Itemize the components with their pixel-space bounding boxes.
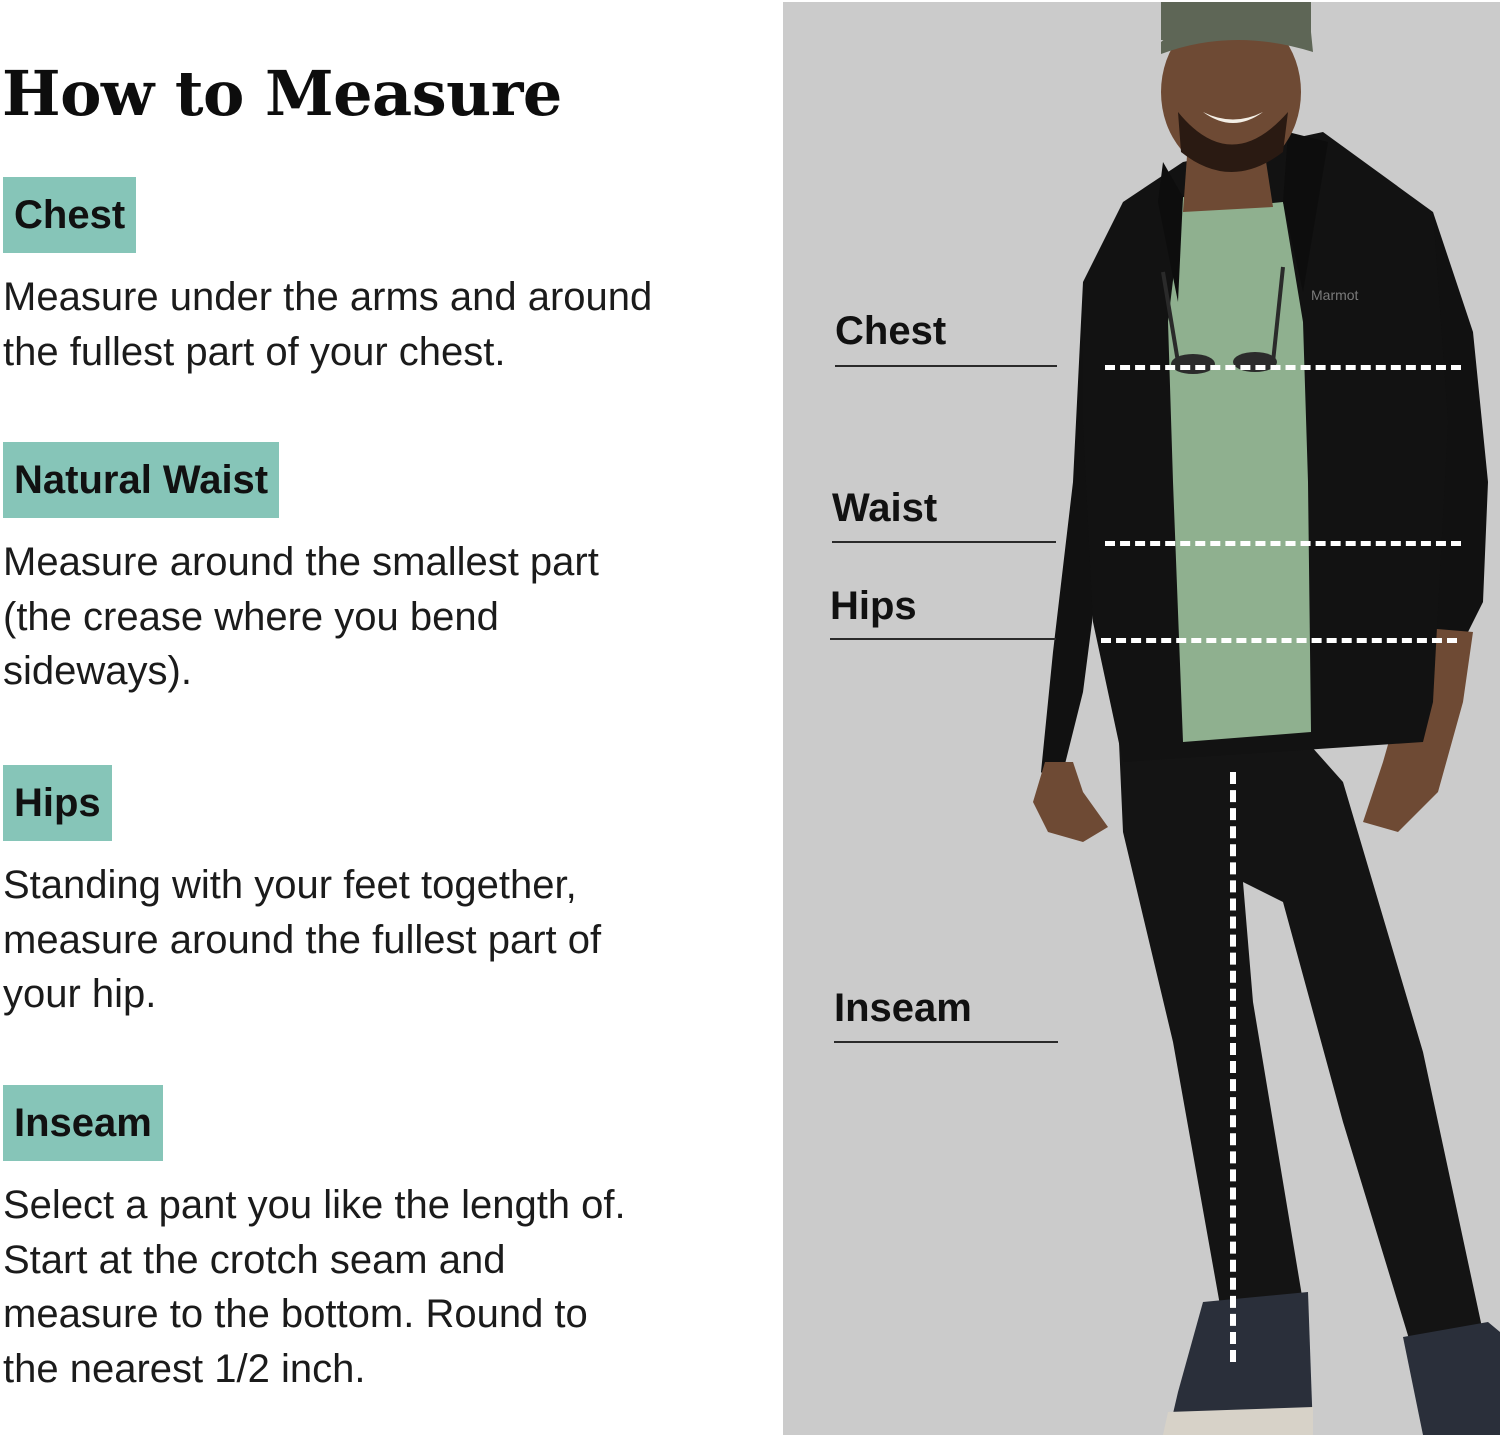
- inseam-measure-line: [1230, 772, 1236, 1362]
- section-natural-waist: [3, 442, 599, 699]
- section-tag: Inseam: [3, 1085, 163, 1161]
- hips-rule: [830, 638, 1056, 640]
- hips-measure-line: [1101, 638, 1457, 643]
- section-inseam: [3, 1085, 626, 1396]
- section-description: Standing with your feet together, measure around the fullest part of your hip.: [3, 863, 602, 1016]
- waist-measure-line: [1105, 541, 1461, 546]
- model-illustration: [783, 2, 1500, 1435]
- section-chest: [3, 177, 652, 379]
- jacket-logo: Marmot: [1311, 287, 1359, 303]
- inseam-rule: [834, 1041, 1058, 1043]
- section-hips: [3, 765, 601, 1022]
- page-title: How to Measure: [2, 57, 562, 130]
- chest-rule: [835, 365, 1057, 367]
- section-description: Measure around the smallest part (the crease where you bend sideways).: [3, 540, 599, 693]
- section-description: Select a pant you like the length of. Start at the crotch seam and measure to the bottom. Round to the nearest 1/2 inch.: [3, 1183, 626, 1391]
- label-hips: Hips: [830, 584, 917, 628]
- model-figure-panel: [783, 2, 1500, 1435]
- label-chest: Chest: [835, 309, 947, 353]
- label-inseam: Inseam: [834, 986, 972, 1030]
- section-tag: Natural Waist: [3, 442, 279, 518]
- chest-measure-line: [1105, 365, 1461, 370]
- section-tag: Hips: [3, 765, 112, 841]
- waist-rule: [832, 541, 1056, 543]
- section-description: Measure under the arms and around the fullest part of your chest.: [3, 275, 653, 374]
- section-tag: Chest: [3, 177, 136, 253]
- label-waist: Waist: [832, 486, 938, 530]
